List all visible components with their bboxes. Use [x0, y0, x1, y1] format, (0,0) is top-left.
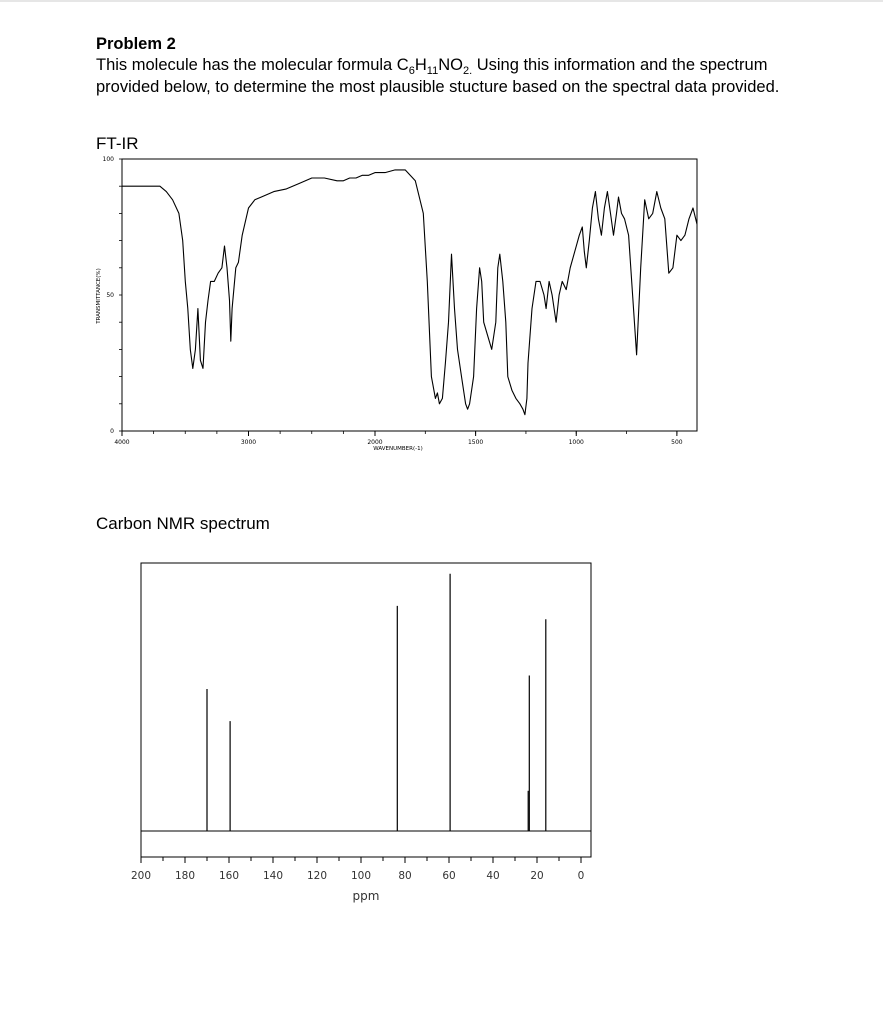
nmr-x-tick-label: 200 — [130, 870, 152, 882]
ir-x-axis-label: WAVENUMBER(-1) — [373, 446, 423, 452]
formula-hydrogen: H — [414, 55, 427, 74]
formula-sub-hydrogen: 11 — [426, 64, 439, 77]
nmr-x-tick-label: 40 — [486, 870, 500, 882]
nmr-x-axis-label: ppm — [352, 889, 380, 903]
problem-text-after: Using this information and the spectrum provided below, to determine the most plausible stucture based on the spectral data provided. — [96, 55, 780, 96]
ir-y-tick-label: 0 — [110, 428, 114, 435]
ir-y-tick-label: 50 — [106, 292, 114, 299]
nmr-x-tick-label: 0 — [577, 870, 585, 882]
nmr-x-tick-label: 100 — [350, 870, 372, 882]
ir-y-tick-label: 100 — [102, 156, 114, 163]
ir-x-tick-label: 2000 — [367, 439, 383, 446]
ir-x-tick-label: 4000 — [114, 439, 130, 446]
ir-y-axis-label: TRANSMITTANCE(%) — [96, 268, 102, 324]
formula-sub-oxygen: 2 — [462, 64, 470, 77]
formula-period: . — [469, 64, 473, 77]
formula-nitrogen-oxygen: NO — [438, 55, 463, 74]
problem-text-before: This molecule has the molecular formula C — [96, 55, 409, 74]
nmr-x-tick-label: 140 — [262, 870, 284, 882]
nmr-x-tick-label: 20 — [530, 870, 544, 882]
nmr-x-tick-label: 120 — [306, 870, 328, 882]
ir-x-tick-label: 1500 — [467, 439, 484, 446]
ir-section-title: FT-IR — [96, 134, 139, 153]
nmr-x-tick-label: 80 — [398, 870, 412, 882]
ir-x-tick-label: 1000 — [568, 439, 584, 446]
nmr-x-tick-label: 60 — [442, 870, 456, 882]
formula-sub-carbon: 6 — [408, 64, 415, 77]
ir-x-tick-label: 500 — [671, 439, 683, 446]
nmr-x-tick-label: 160 — [218, 870, 240, 882]
nmr-plot-frame — [141, 563, 591, 857]
nmr-x-tick-label: 180 — [174, 870, 196, 882]
nmr-section-title: Carbon NMR spectrum — [96, 514, 270, 533]
problem-title: Problem 2 — [96, 35, 176, 53]
ir-x-tick-label: 3000 — [240, 439, 257, 446]
